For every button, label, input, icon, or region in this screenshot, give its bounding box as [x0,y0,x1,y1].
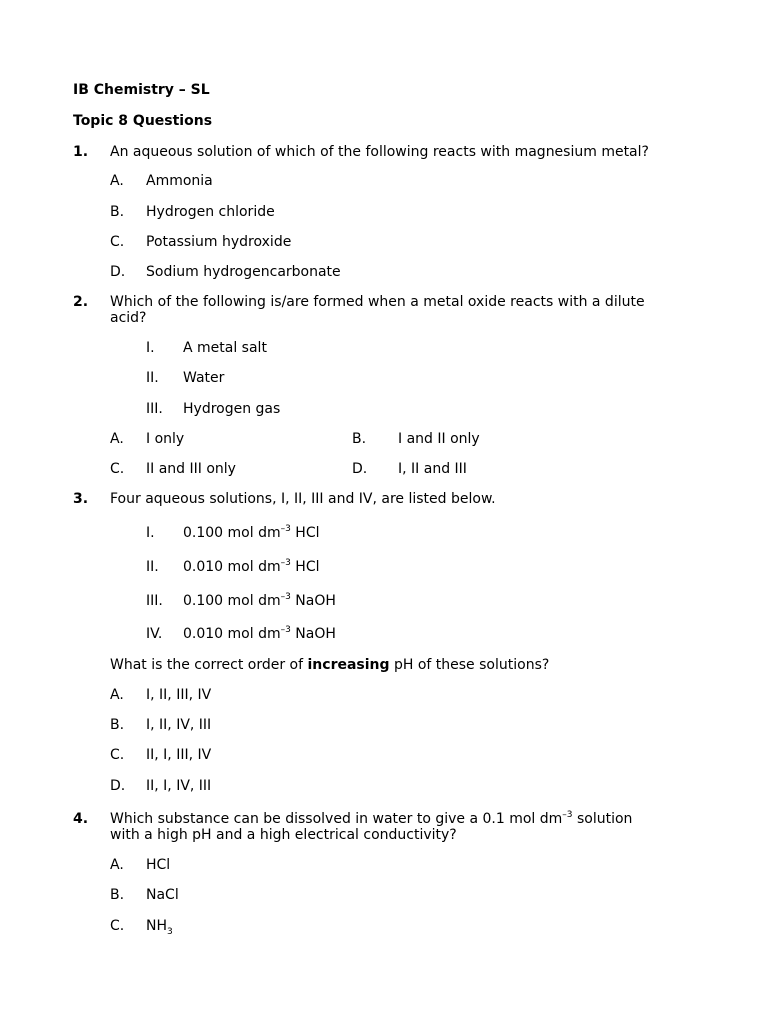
solution-text [183,626,336,642]
solution-solute: NaOH [290,626,336,642]
option-text: I and II only [398,431,480,447]
solution-numeral: I. [146,525,155,541]
question-exponent: –3 [562,810,573,820]
solution-text [183,559,320,575]
statement-numeral: III. [146,401,163,417]
option-letter: A. [110,431,124,447]
statement-text: Water [183,370,225,386]
statement-numeral: II. [146,370,159,386]
option-text: NaCl [146,887,179,903]
solution-exponent: –3 [280,592,291,602]
question-number: 1. [73,144,89,160]
option-letter: C. [110,234,125,250]
question-number: 2. [73,294,89,310]
option-text: II and III only [146,461,236,477]
course-title: IB Chemistry – SL [73,82,210,98]
formula-text: NH [146,918,167,934]
question-text: Four aqueous solutions, I, II, III and IV, are listed below. [110,491,496,507]
question-text-part: solution with a high pH and a high electrical conductivity? [110,811,633,843]
option-text: Ammonia [146,173,213,189]
option-text: I, II, IV, III [146,717,212,733]
question-number: 3. [73,491,89,507]
solution-solute: HCl [290,559,320,575]
solution-concentration: 0.100 mol dm [183,525,281,541]
option-text: Sodium hydrogencarbonate [146,264,341,280]
solution-concentration: 0.010 mol dm [183,626,281,642]
solution-exponent: –3 [280,524,291,534]
option-letter: B. [110,204,125,220]
option-text: HCl [146,857,171,873]
option-text: Potassium hydroxide [146,234,292,250]
question-number: 4. [73,811,89,827]
solution-numeral: II. [146,559,159,575]
option-text: II, I, III, IV [146,747,212,763]
question-text: Which of the following is/are formed when a metal oxide reacts with a dilute acid? [110,294,645,326]
option-letter: A. [110,173,124,189]
solution-concentration: 0.010 mol dm [183,559,281,575]
prompt-text: What is the correct order of [110,657,308,673]
question-prompt [110,657,549,673]
question-text [110,811,655,843]
option-text: I only [146,431,185,447]
option-text: Hydrogen chloride [146,204,275,220]
prompt-emphasis: increasing [307,657,390,673]
solution-solute: HCl [290,525,320,541]
solution-exponent: –3 [280,625,291,635]
solution-text [183,525,320,541]
solution-numeral: IV. [146,626,163,642]
solution-concentration: 0.100 mol dm [183,593,281,609]
statement-text: A metal salt [183,340,267,356]
option-text: II, I, IV, III [146,778,212,794]
question-text-part: Which substance can be dissolved in water to give a 0.1 mol dm [110,811,563,827]
option-text [146,918,173,937]
solution-solute: NaOH [290,593,336,609]
option-letter: B. [110,887,125,903]
option-letter: A. [110,687,124,703]
option-letter: A. [110,857,124,873]
option-letter: B. [110,717,125,733]
option-letter: D. [352,461,368,477]
solution-numeral: III. [146,593,163,609]
solution-text [183,593,336,609]
option-letter: D. [110,264,126,280]
option-letter: D. [110,778,126,794]
statement-text: Hydrogen gas [183,401,281,417]
option-text: I, II and III [398,461,467,477]
option-text: I, II, III, IV [146,687,212,703]
option-letter: C. [110,461,125,477]
option-letter: C. [110,918,125,934]
topic-title: Topic 8 Questions [73,113,213,129]
option-letter: B. [352,431,367,447]
prompt-text: pH of these solutions? [389,657,550,673]
question-text: An aqueous solution of which of the following reacts with magnesium metal? [110,144,649,160]
option-letter: C. [110,747,125,763]
solution-exponent: –3 [280,558,291,568]
formula-subscript: 3 [167,927,173,937]
statement-numeral: I. [146,340,155,356]
